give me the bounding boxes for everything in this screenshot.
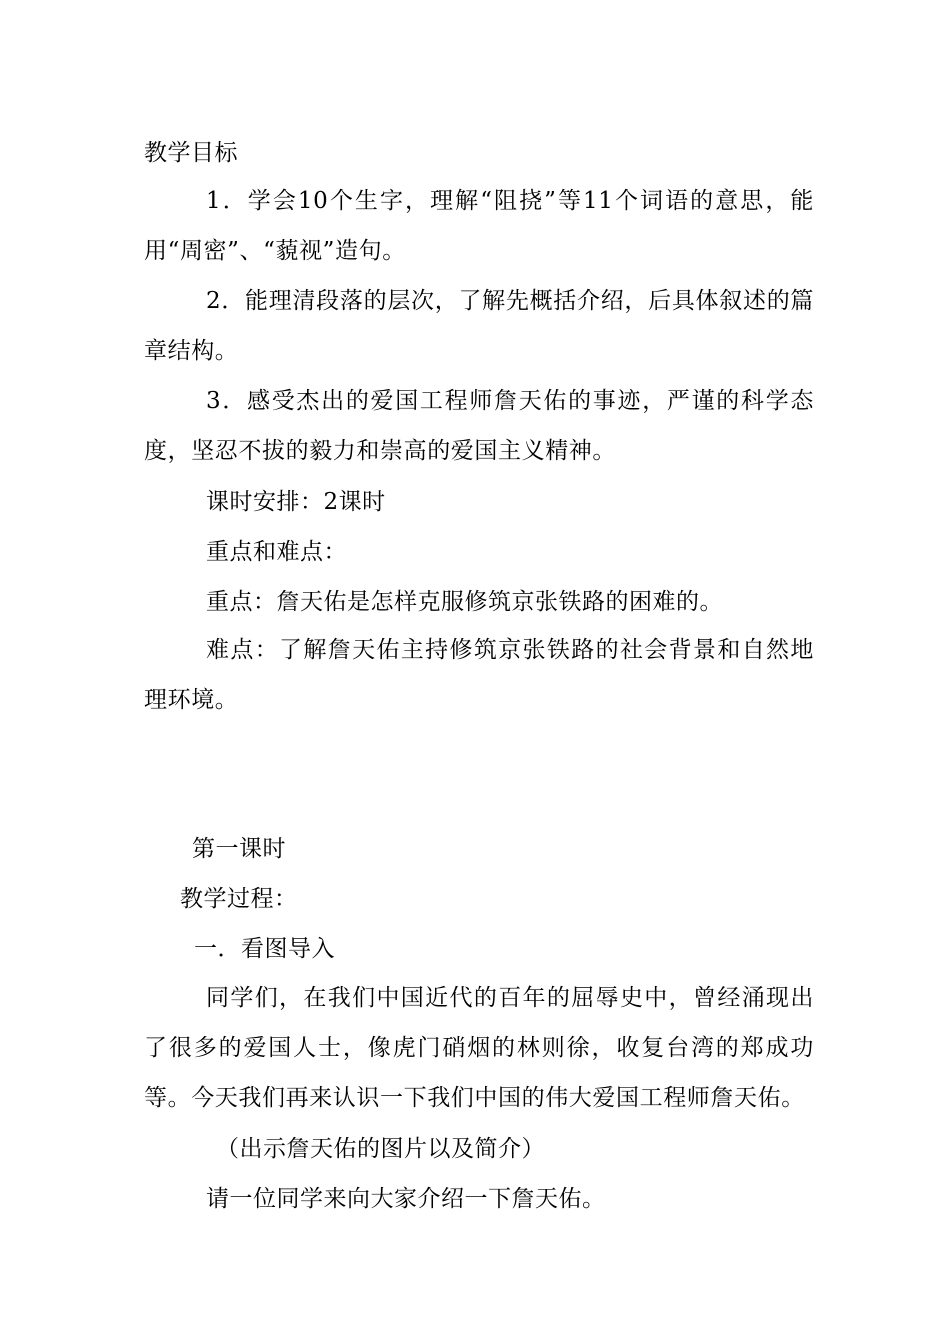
difficulty: 难点：了解詹天佑主持修筑京张铁路的社会背景和自然地理环境。 (144, 637, 814, 713)
intro-paragraph: 同学们，在我们中国近代的百年的屈辱史中，曾经涌现出了很多的爱国人士，像虎门硝烟的林则徐，收复台湾的郑成功等。今天我们再来认识一下我们中国的伟大爱国工程师詹天佑。 (144, 985, 814, 1111)
objective-item-1: 1．学会10个生字，理解“阻挠”等11个词语的意思，能用“周密”、“藐视”造句。 (144, 188, 814, 264)
objectives-heading: 教学目标 (144, 140, 238, 166)
lesson-title: 第一课时 (192, 836, 286, 862)
process-heading: 教学过程： (180, 886, 298, 912)
objective-item-3: 3．感受杰出的爱国工程师詹天佑的事迹，严谨的科学态度，坚忍不拔的毅力和崇高的爱国主义精神。 (144, 388, 814, 464)
objective-item-2: 2．能理清段落的层次，了解先概括介绍，后具体叙述的篇章结构。 (144, 288, 814, 364)
show-note: （出示詹天佑的图片以及简介） (216, 1136, 545, 1162)
key-points-heading: 重点和难点： (206, 539, 347, 565)
section-heading: 一．看图导入 (194, 936, 335, 962)
key-point: 重点：詹天佑是怎样克服修筑京张铁路的困难的。 (206, 589, 723, 615)
lesson-schedule: 课时安排：2课时 (206, 489, 386, 515)
ask-student: 请一位同学来向大家介绍一下詹天佑。 (206, 1186, 606, 1212)
